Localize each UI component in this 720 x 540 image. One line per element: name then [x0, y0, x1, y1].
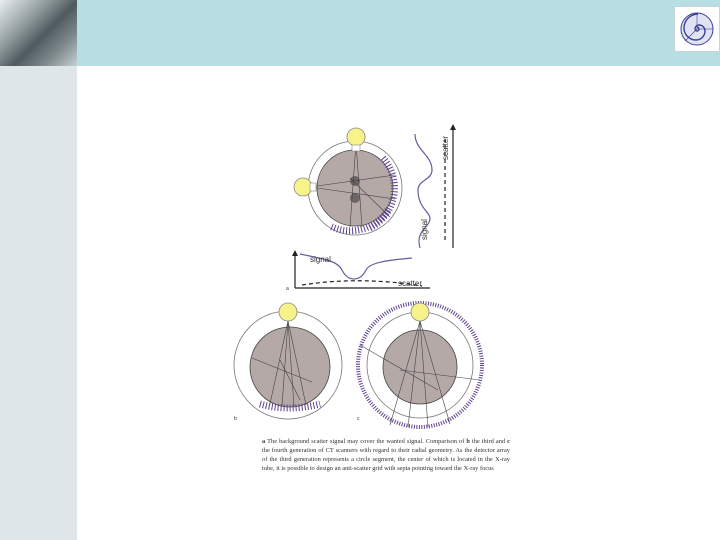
detector-array-b — [260, 404, 320, 408]
corner-decoration — [0, 0, 77, 66]
horizontal-signal-label: signal — [310, 255, 331, 264]
nautilus-shell-icon — [674, 6, 720, 52]
panel-b — [234, 303, 342, 422]
xray-tube-c — [411, 303, 429, 321]
panel-b-label: b — [234, 416, 237, 422]
patient-body-b — [250, 327, 330, 407]
caption-part-1: The background scatter signal may cover the wanted signal. Comparison of — [265, 438, 467, 445]
caption-a-label: a — [262, 438, 266, 445]
figure-svg — [230, 120, 510, 430]
xray-tube-top — [347, 128, 365, 146]
ct-scanner-figure — [230, 120, 510, 430]
vertical-axis-signal-label: signal — [420, 219, 429, 240]
figure-caption — [262, 437, 510, 473]
panel-a — [286, 124, 456, 292]
caption-part-2: the third and — [469, 438, 508, 445]
caption-b-label: b — [466, 438, 470, 445]
header-band — [0, 0, 720, 66]
panel-c — [357, 303, 482, 427]
panel-c-label: c — [357, 416, 360, 422]
caption-c-label: c — [507, 438, 510, 445]
vertical-axis-scatter-label: scatter — [441, 135, 450, 160]
object-lower — [350, 193, 360, 203]
horizontal-scatter-label: scatter — [398, 279, 423, 288]
xray-tube-left — [294, 178, 312, 196]
xray-tube-b — [279, 303, 297, 321]
left-sidebar — [0, 66, 77, 540]
patient-body-c — [383, 330, 457, 404]
panel-a-label: a — [286, 286, 289, 292]
caption-part-3: the fourth generation of CT scanners with regard to their radial geometry. As the detector array of the third generation represents a circle segment, the center of which is located in the X-ray tube, it is possible to design an anti-scatter grid with septa pointing toward the X-ray focus — [262, 447, 510, 472]
